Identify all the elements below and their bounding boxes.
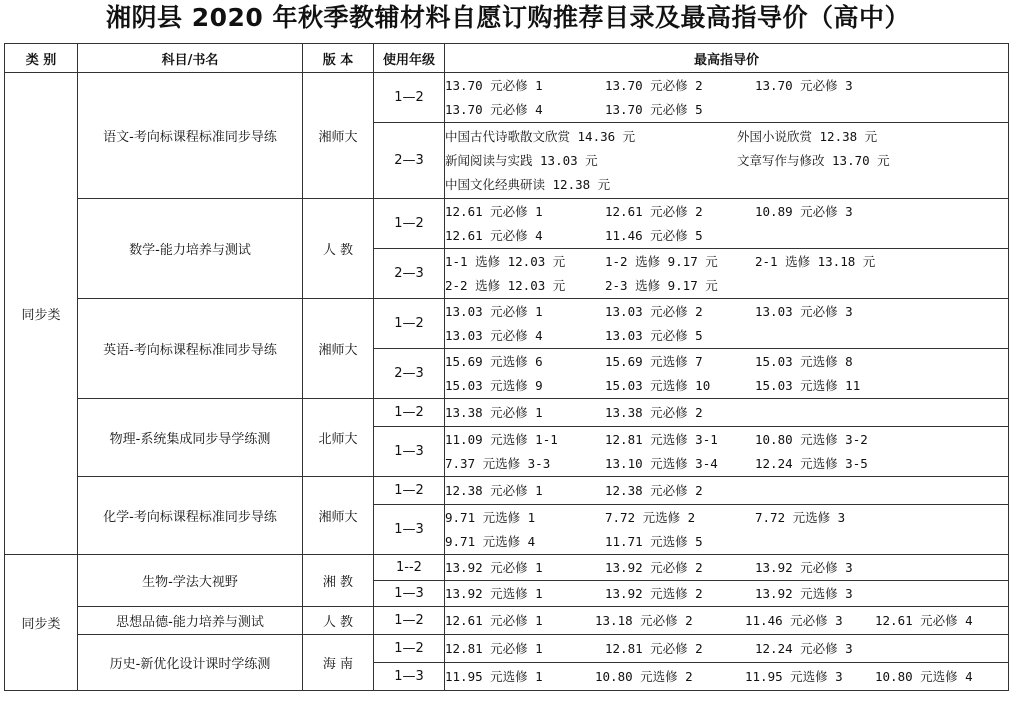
book-name: 生物-学法大视野 — [78, 555, 303, 607]
header-subject: 科目/书名 — [78, 44, 303, 73]
price-cell — [445, 123, 1009, 199]
price-line — [445, 582, 1008, 606]
book-name: 数学-能力培养与测试 — [78, 199, 303, 299]
price-item: 12.24 元必修 3 — [755, 640, 853, 656]
price-item: 15.69 元选修 7 — [605, 353, 703, 369]
grade-cell: 1—2 — [374, 635, 445, 663]
price-item: 2-2 选修 12.03 元 — [445, 277, 566, 293]
price-line — [445, 200, 1008, 224]
price-cell — [445, 399, 1009, 427]
price-item: 13.92 元选修 1 — [445, 585, 543, 601]
price-line — [445, 149, 1008, 173]
price-cell — [445, 299, 1009, 349]
price-line — [445, 300, 1008, 324]
price-item: 2-3 选修 9.17 元 — [605, 277, 718, 293]
price-item: 中国古代诗歌散文欣赏 14.36 元 — [445, 128, 636, 144]
grade-cell: 2—3 — [374, 123, 445, 199]
table-row — [5, 555, 1009, 581]
price-item: 13.38 元必修 1 — [445, 404, 543, 420]
price-item: 13.92 元必修 1 — [445, 559, 543, 575]
price-item: 7.72 元选修 2 — [605, 509, 696, 525]
price-item: 中国文化经典研读 12.38 元 — [445, 176, 611, 192]
price-item: 15.69 元选修 6 — [445, 353, 543, 369]
price-cell — [445, 199, 1009, 249]
price-line — [445, 637, 1008, 661]
grade-cell: 1—3 — [374, 581, 445, 607]
category-cell: 同步类 — [5, 555, 78, 691]
price-line — [445, 173, 1008, 197]
price-cell — [445, 73, 1009, 123]
price-line — [445, 479, 1008, 503]
book-name: 历史-新优化设计课时学练测 — [78, 635, 303, 691]
price-item: 12.61 元必修 4 — [875, 612, 973, 628]
price-item: 15.03 元选修 10 — [605, 377, 711, 393]
price-item: 1-1 选修 12.03 元 — [445, 253, 566, 269]
price-item: 15.03 元选修 9 — [445, 377, 543, 393]
price-cell — [445, 663, 1009, 691]
price-item: 12.61 元必修 1 — [445, 612, 543, 628]
price-item: 10.80 元选修 2 — [595, 668, 693, 684]
price-item: 13.03 元必修 4 — [445, 327, 543, 343]
grade-cell: 1—3 — [374, 427, 445, 477]
book-edition: 人 教 — [303, 607, 374, 635]
price-item: 13.92 元必修 3 — [755, 559, 853, 575]
table-row — [5, 477, 1009, 505]
price-item: 1-2 选修 9.17 元 — [605, 253, 718, 269]
price-line — [445, 401, 1008, 425]
price-item: 11.95 元选修 1 — [445, 668, 543, 684]
grade-cell: 1—2 — [374, 199, 445, 249]
price-item: 11.46 元必修 5 — [605, 227, 703, 243]
price-item: 11.46 元必修 3 — [745, 612, 843, 628]
table-row — [5, 299, 1009, 349]
price-item: 11.95 元选修 3 — [745, 668, 843, 684]
grade-cell: 2—3 — [374, 349, 445, 399]
price-item: 13.03 元必修 1 — [445, 303, 543, 319]
header-category: 类 别 — [5, 44, 78, 73]
price-line — [445, 350, 1008, 374]
price-item: 12.24 元选修 3-5 — [755, 455, 868, 471]
price-cell — [445, 635, 1009, 663]
grade-cell: 1—2 — [374, 299, 445, 349]
price-item: 外国小说欣赏 12.38 元 — [737, 128, 878, 144]
book-edition: 湘 教 — [303, 555, 374, 607]
price-line — [445, 324, 1008, 348]
book-edition: 北师大 — [303, 399, 374, 477]
price-item: 12.81 元必修 1 — [445, 640, 543, 656]
price-item: 9.71 元选修 1 — [445, 509, 536, 525]
price-item: 12.61 元必修 2 — [605, 203, 703, 219]
price-cell — [445, 249, 1009, 299]
grade-cell: 1—2 — [374, 607, 445, 635]
price-item: 2-1 选修 13.18 元 — [755, 253, 876, 269]
price-cell — [445, 349, 1009, 399]
price-item: 12.38 元必修 2 — [605, 482, 703, 498]
book-name: 思想品德-能力培养与测试 — [78, 607, 303, 635]
book-name: 英语-考向标课程标准同步导练 — [78, 299, 303, 399]
header-row — [5, 44, 1009, 73]
price-line — [445, 98, 1008, 122]
price-line — [445, 609, 1008, 633]
price-line — [445, 665, 1008, 689]
table-row — [5, 199, 1009, 249]
price-item: 12.61 元必修 4 — [445, 227, 543, 243]
price-line — [445, 428, 1008, 452]
book-edition: 湘师大 — [303, 477, 374, 555]
price-item: 13.70 元必修 3 — [755, 77, 853, 93]
price-line — [445, 530, 1008, 554]
price-item: 13.70 元必修 4 — [445, 101, 543, 117]
price-item: 13.03 元必修 3 — [755, 303, 853, 319]
price-item: 13.92 元选修 3 — [755, 585, 853, 601]
table-row — [5, 635, 1009, 663]
header-edition: 版 本 — [303, 44, 374, 73]
price-cell — [445, 427, 1009, 477]
price-item: 10.89 元必修 3 — [755, 203, 853, 219]
header-grade: 使用年级 — [374, 44, 445, 73]
price-line — [445, 250, 1008, 274]
price-item: 11.09 元选修 1-1 — [445, 431, 558, 447]
price-item: 新闻阅读与实践 13.03 元 — [445, 152, 598, 168]
price-line — [445, 74, 1008, 98]
price-line — [445, 556, 1008, 580]
price-item: 12.61 元必修 1 — [445, 203, 543, 219]
price-item: 13.92 元选修 2 — [605, 585, 703, 601]
price-item: 7.72 元选修 3 — [755, 509, 846, 525]
book-edition: 海 南 — [303, 635, 374, 691]
price-item: 15.03 元选修 8 — [755, 353, 853, 369]
book-edition: 湘师大 — [303, 73, 374, 199]
price-cell — [445, 477, 1009, 505]
book-name: 语文-考向标课程标准同步导练 — [78, 73, 303, 199]
grade-cell: 1—2 — [374, 73, 445, 123]
book-name: 物理-系统集成同步导学练测 — [78, 399, 303, 477]
table-row — [5, 607, 1009, 635]
price-line — [445, 224, 1008, 248]
table-row — [5, 399, 1009, 427]
price-item: 10.80 元选修 3-2 — [755, 431, 868, 447]
price-item: 13.38 元必修 2 — [605, 404, 703, 420]
price-table — [4, 43, 1009, 691]
grade-cell: 1—3 — [374, 663, 445, 691]
price-item: 10.80 元选修 4 — [875, 668, 973, 684]
price-line — [445, 125, 1008, 149]
price-item: 12.38 元必修 1 — [445, 482, 543, 498]
table-row — [5, 73, 1009, 123]
grade-cell: 1—2 — [374, 477, 445, 505]
price-item: 11.71 元选修 5 — [605, 533, 703, 549]
price-line — [445, 452, 1008, 476]
header-price: 最高指导价 — [445, 44, 1009, 73]
grade-cell: 1--2 — [374, 555, 445, 581]
price-line — [445, 274, 1008, 298]
price-item: 15.03 元选修 11 — [755, 377, 861, 393]
price-line — [445, 374, 1008, 398]
price-item: 13.70 元必修 5 — [605, 101, 703, 117]
price-item: 9.71 元选修 4 — [445, 533, 536, 549]
price-item: 13.03 元必修 5 — [605, 327, 703, 343]
price-item: 13.70 元必修 2 — [605, 77, 703, 93]
price-item: 13.18 元必修 2 — [595, 612, 693, 628]
grade-cell: 1—2 — [374, 399, 445, 427]
grade-cell: 2—3 — [374, 249, 445, 299]
price-item: 文章写作与修改 13.70 元 — [737, 152, 890, 168]
price-cell — [445, 581, 1009, 607]
price-item: 13.92 元必修 2 — [605, 559, 703, 575]
price-item: 13.03 元必修 2 — [605, 303, 703, 319]
page-title: 湘阴县 2020 年秋季教辅材料自愿订购推荐目录及最高指导价（高中） — [106, 3, 910, 32]
price-item: 12.81 元选修 3-1 — [605, 431, 718, 447]
category-cell: 同步类 — [5, 73, 78, 555]
price-item: 7.37 元选修 3-3 — [445, 455, 551, 471]
book-edition: 人 教 — [303, 199, 374, 299]
book-edition: 湘师大 — [303, 299, 374, 399]
grade-cell: 1—3 — [374, 505, 445, 555]
price-cell — [445, 607, 1009, 635]
price-cell — [445, 555, 1009, 581]
price-item: 12.81 元必修 2 — [605, 640, 703, 656]
price-item: 13.70 元必修 1 — [445, 77, 543, 93]
price-item: 13.10 元选修 3-4 — [605, 455, 718, 471]
book-name: 化学-考向标课程标准同步导练 — [78, 477, 303, 555]
price-cell — [445, 505, 1009, 555]
price-line — [445, 506, 1008, 530]
